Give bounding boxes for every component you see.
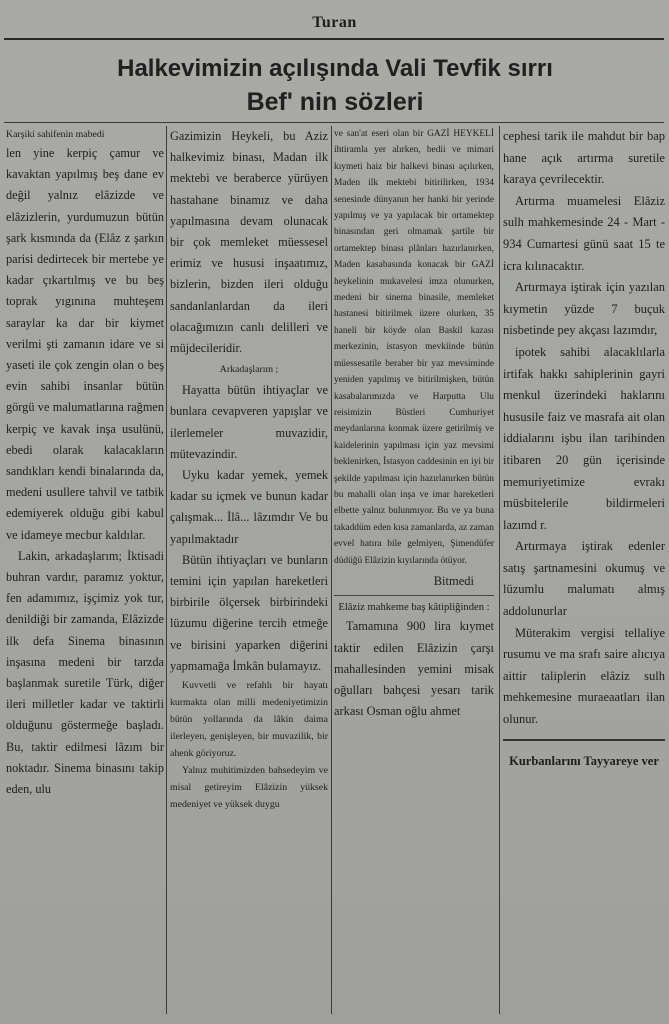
column-1 (6, 126, 164, 1016)
paragraph: Bütün ihtiyaçları ve bunların temini için yapılan hareketleri birbirile ölçersek birbirindeki lüzumu diğerine tercih etmeğe ve birisini yaparken diğerini yapmamağa İmkân bulamayız. (170, 552, 328, 673)
paragraph: Hayatta bütün ihtiyaçlar ve bunlara cevapveren yapışlar ve ilerlemeler muvazidir, mütevazindir. (170, 383, 328, 461)
paragraph: len yine kerpiç çamur ve kavaktan yapılmış beş dane ev değil yalnız elâzizde ve elâzizlerin, yurdumuzun bütün şark kısmında da (Elâz z şarkın parisi dedirtecek bir mertebe ye kadar çıkartılmış ve bu beş toprak yıgınına muhteşem saraylar ka dar bir kiymet verilmi şti zamanın idare ve si yaseti ile çok zengin olan o beş evin sahibi insanlar bütün görgü ve malumatlarına rağmen kerpiç ve kavak inşa usulünü, ebedi olarak kalacakların sandıkları kendi binalarında da, medeni usullere tahvil ve tatbik edemiyerek olduğu gibi kabul ve idameye mecbur kaldılar. (6, 146, 164, 542)
headline (20, 52, 650, 118)
notice-paragraph: Artırmaya iştirak edenler satış şartnamesini okumuş ve lüzumlu malumatı almış addolunurlar (503, 539, 665, 619)
paragraph: Kuvvetli ve refahlı bir hayatı kurmakta olan milli medeniyetimizin bütün yollarında da lâkin daima ilerleyen, genişleyen, bir muvazilik, bir ahenk göriyoruz. (170, 680, 328, 760)
salutation: Arkadaşlarım ; (219, 364, 279, 376)
paragraph: Gazimizin Heykeli, bu Aziz halkevimiz binası, Madan ilk mektebi ve beraberce yürüyen hastahane binamız ve daha yapılmasına devam olunacak bir çok memleket müessesel erimiz ve hususi inşaatımız, bizlerin, bizden ileri olduğu sandanlanlardan da ileri olacağımızın canlı delilleri ve müjdecileridir. (170, 129, 328, 356)
notice-paragraph: Artırma muamelesi Elâziz sulh mahkemesinde 24 - Mart - 934 Cumartesi günü saat 15 te icra kılınacaktır. (503, 193, 665, 273)
continued-note: Bitmedi (433, 573, 474, 588)
column-2 (170, 126, 328, 1016)
section-rule (503, 739, 665, 741)
paragraph: ve san'at eseri olan bir GAZİ HEYKELİ ihtiramla yer alırken, bedii ve mimari kıymeti haiz bir halkevi binası açılırken, Maden ilk mektebi bitirilirken, 1934 senesinde dünyanın her hanki bir yerinde yapılmış ve ya yapılacak bir ortamektep binasından geri olmamak şartile bir ortamektep binası plânları hazırlanırken, Maden kasabasında konacak bir GAZİ heykelinin mukavelesi imza olunurken, medeni bir sinema binasile, memleket hastanesi bitirilmek üzere olurken, 35 haneli bir köyde olan Baskil kazası merkezinin, istasyon mevkiinde bütün müessesatile beraber bir yaz mevsiminde yeniden yapılmış ve bitirilmişken, bütün kasabalarımızda ve Harputta Ulu reisimizin Büstleri Cumhuriyet meydanlarına konmak üzere getirilmiş ve kaidelerinin yapılması için yaz mevsimi beklenirken, İstasyon caddesinin en iyi bir şekilde yapılması için hazırlanırken bütün bu mahalli olan inşa ve imar hareketleri elbette yalnız bulunmıyor. Bu ve ya buna takaddüm eden kısa zamanlarda, az zaman evvel hatıra bile gelmiyen, Şimendüfer düdüğü Elâzizin kıyılarında ötüyor. (334, 129, 494, 566)
tayyare-slogan: Kurbanlarını Tayyareye ver (509, 753, 659, 768)
column-divider (499, 126, 500, 1014)
masthead: Turan (312, 14, 357, 31)
headline-rule (4, 122, 664, 123)
notice-paragraph: cephesi tarik ile mahdut bir bap hane açık artırma suretile karaya çevrilecektir. (503, 129, 665, 187)
column-3 (334, 126, 494, 1016)
continuation-note: Karşiki sahifenin mabedi (6, 129, 105, 140)
paragraph: Lakin, arkadaşlarım; İktisadi buhran vardır, paramız yoktur, fen adamımız, işçimiz yok tur, denildiği bir zamanda, Elâzizde ilk defa Sinema binasının inşasına medeni bir tarzda başlanmak suretile Türk, diğer ileri milletler kadar ve taktirli olduğunu göstermeğe başladı. Bu, taktir edilmesi lâzım bir noktadır. Sinema binasını takip eden, ulu (6, 548, 164, 797)
column-4 (503, 126, 665, 1016)
paragraph: Uyku kadar yemek, yemek kadar su içmek ve bunun kadar çalışmak... İlâ... lâzımdır Ve bu yapılmaktadır (170, 468, 328, 546)
section-rule (334, 595, 494, 596)
top-rule (4, 38, 664, 40)
notice-paragraph: ipotek sahibi alacaklılarla irtifak hakkı sahiplerinin gayri menkul üzerindeki haklarını hususile faiz ve masrafa ait olan iddialarını işbu ilan tarihinden itibaren 20 gün içerisinde memuriyetimize evrakı müsbitelerile bildirmeleri lazımd r. (503, 344, 665, 532)
notice-header: Elâziz mahkeme baş kâtipliğinden : (338, 602, 490, 614)
column-divider (331, 126, 332, 1014)
column-divider (166, 126, 167, 1014)
headline-line-1: Halkevimizin açılışında Vali Tevfik sırrı (117, 55, 553, 82)
headline-line-2: Bef' nin sözleri (246, 88, 424, 116)
notice-paragraph: Müterakim vergisi tellaliye rusumu ve ma srafı saire alıcıya aittir taliplerin elâziz sulh mehkemesine muraeaatları ilan olunur. (503, 625, 665, 727)
notice-paragraph: Tamamına 900 lira kıymet taktir edilen Elâzizin çarşı mahallesinden yemini misak oğulları bahçesi yesarı tarik arkası Osman oğlu ahmet (334, 619, 494, 719)
notice-paragraph: Artırmaya iştirak için yazılan kıymetin yüzde 7 buçuk nisbetinde pey akçası lazımdır, (503, 280, 665, 338)
paragraph: Yalnız muhitimizden bahsedeyim ve misal getireyim Elâzizin yüksek medeniyet ve yüksek duygu (170, 765, 328, 811)
